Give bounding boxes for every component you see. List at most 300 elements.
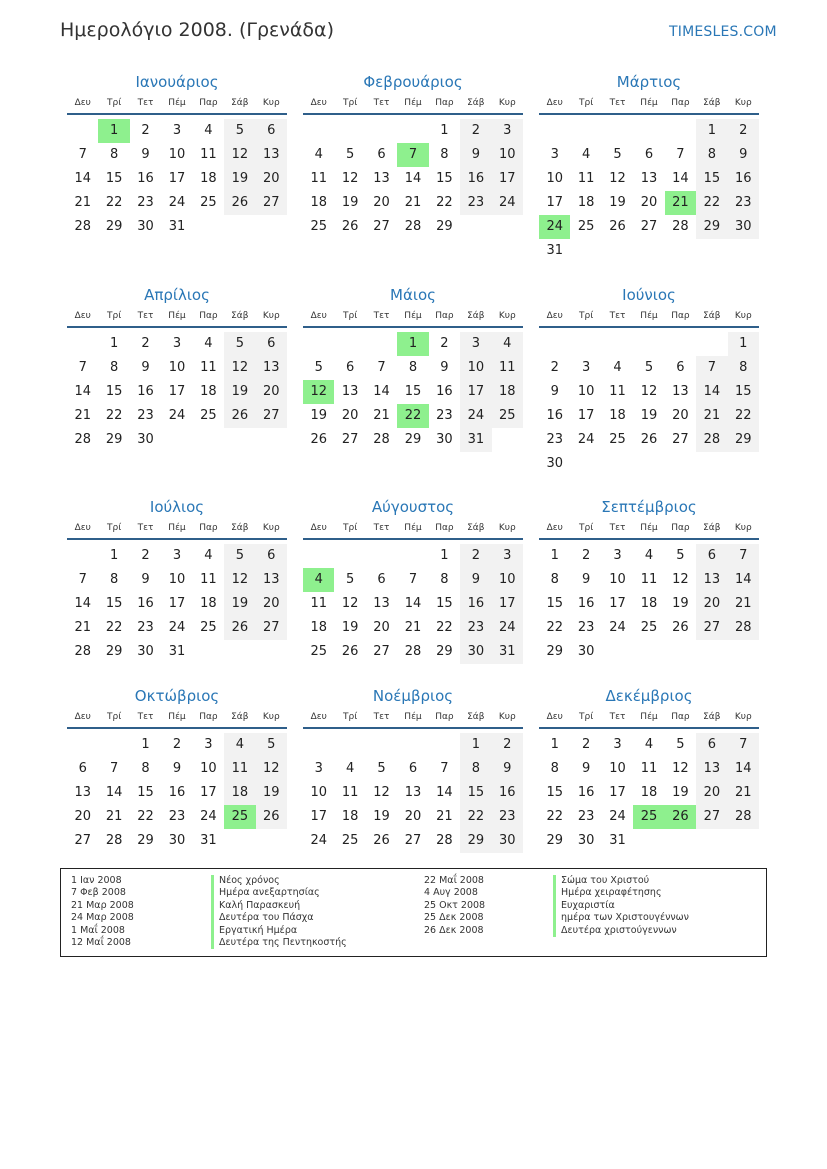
day-cell: 6 <box>377 147 386 162</box>
weekday-label: Δευ <box>74 311 91 321</box>
day-cell: 28 <box>728 805 759 829</box>
day-cell: 18 <box>640 596 658 611</box>
day-cell: 24 <box>200 809 217 824</box>
legend-names-left <box>211 875 347 949</box>
day-cell: 15 <box>546 785 563 800</box>
day-cell: 15 <box>105 171 123 186</box>
site-link[interactable]: TIMESLES.COM <box>669 24 777 40</box>
day-cell: 16 <box>546 408 563 423</box>
day-cell: 6 <box>256 544 287 568</box>
day-cell: 18 <box>640 785 658 800</box>
day-cell: 5 <box>613 147 622 162</box>
holiday-day-cell: 4 <box>303 568 334 592</box>
day-cell: 15 <box>696 167 727 191</box>
holiday-day-cell: 25 <box>224 805 255 829</box>
weekday-label: Δευ <box>546 712 563 722</box>
legend-holiday-name: Νέος χρόνος <box>211 875 347 887</box>
day-cell: 10 <box>546 171 563 186</box>
day-cell: 9 <box>550 384 559 399</box>
month-name: Ιούλιος <box>149 498 205 516</box>
day-cell: 3 <box>492 544 523 568</box>
day-cell: 9 <box>440 360 449 375</box>
weekday-label: Δευ <box>74 98 91 108</box>
weekday-label: Τετ <box>373 523 390 533</box>
day-cell: 10 <box>609 572 626 587</box>
day-cell: 6 <box>78 761 87 776</box>
day-grid <box>539 729 759 874</box>
weekday-label: Τρί <box>343 523 358 533</box>
day-cell: 26 <box>373 833 390 848</box>
month-name: Οκτώβριος <box>134 687 220 705</box>
day-cell: 19 <box>256 781 287 805</box>
day-cell: 5 <box>224 332 255 356</box>
day-cell: 14 <box>728 757 759 781</box>
legend-date: 12 Μαΐ 2008 <box>71 937 131 949</box>
day-cell: 5 <box>314 360 323 375</box>
day-cell: 16 <box>168 785 186 800</box>
weekday-label: Σάβ <box>467 311 485 321</box>
day-cell: 19 <box>310 408 327 423</box>
day-cell: 30 <box>137 432 154 447</box>
day-cell: 6 <box>256 332 287 356</box>
day-cell: 13 <box>672 384 689 399</box>
day-cell: 13 <box>373 596 390 611</box>
day-cell: 30 <box>577 644 595 659</box>
day-cell: 21 <box>404 195 422 210</box>
month-name: Ιούνιος <box>622 286 676 304</box>
day-grid <box>303 115 523 260</box>
weekday-header <box>303 96 523 115</box>
day-cell: 13 <box>696 568 727 592</box>
day-cell: 17 <box>546 195 563 210</box>
day-cell: 30 <box>546 456 563 471</box>
day-cell: 21 <box>74 620 91 635</box>
day-cell: 2 <box>460 119 491 143</box>
day-cell: 25 <box>577 219 595 234</box>
day-cell: 22 <box>696 191 727 215</box>
holiday-day-cell: 12 <box>303 380 334 404</box>
weekday-label: Σάβ <box>703 98 721 108</box>
day-cell: 29 <box>696 215 727 239</box>
weekday-header <box>67 710 287 729</box>
day-cell: 8 <box>460 757 491 781</box>
day-cell: 15 <box>436 171 453 186</box>
day-cell: 19 <box>373 809 390 824</box>
weekday-label: Δευ <box>74 523 91 533</box>
day-cell: 8 <box>728 356 759 380</box>
day-cell: 11 <box>341 785 359 800</box>
day-cell: 30 <box>728 215 759 239</box>
day-cell: 23 <box>577 620 595 635</box>
day-cell: 19 <box>640 408 658 423</box>
day-cell: 8 <box>109 572 119 587</box>
weekday-label: Σάβ <box>231 311 249 321</box>
legend-date: 25 Οκτ 2008 <box>424 899 486 911</box>
holiday-day-cell: 22 <box>397 404 428 428</box>
day-cell: 15 <box>460 781 491 805</box>
day-cell: 13 <box>696 757 727 781</box>
day-cell: 1 <box>440 123 449 138</box>
day-cell: 27 <box>640 219 658 234</box>
day-cell: 2 <box>460 544 491 568</box>
weekday-label: Τετ <box>137 98 154 108</box>
weekday-label: Κυρ <box>734 98 752 108</box>
legend-holiday-name: Ευχαριστία <box>553 900 689 912</box>
day-cell: 4 <box>204 336 213 351</box>
month-block <box>539 686 759 874</box>
day-cell: 29 <box>546 644 563 659</box>
day-cell: 26 <box>256 805 287 829</box>
day-cell: 19 <box>224 167 255 191</box>
day-cell: 12 <box>373 785 390 800</box>
day-cell: 24 <box>609 809 626 824</box>
day-cell: 1 <box>550 737 559 752</box>
day-cell: 5 <box>644 360 654 375</box>
weekday-label: Τρί <box>343 311 358 321</box>
month-name: Μάρτιος <box>616 73 682 91</box>
day-cell: 20 <box>256 592 287 616</box>
month-block <box>539 72 759 260</box>
day-cell: 11 <box>310 596 327 611</box>
day-cell: 2 <box>581 548 591 563</box>
weekday-label: Πέμ <box>168 98 186 108</box>
weekday-label: Παρ <box>199 523 218 533</box>
weekday-label: Τρί <box>107 311 122 321</box>
day-cell: 20 <box>74 809 91 824</box>
day-cell: 9 <box>492 757 523 781</box>
day-cell: 23 <box>546 432 563 447</box>
day-cell: 23 <box>492 805 523 829</box>
day-cell: 24 <box>310 833 327 848</box>
day-cell: 30 <box>492 829 523 853</box>
month-block <box>539 497 759 685</box>
weekday-label: Κυρ <box>262 311 280 321</box>
day-cell: 7 <box>78 147 87 162</box>
weekday-label: Σάβ <box>231 98 249 108</box>
day-cell: 12 <box>341 171 359 186</box>
day-cell: 19 <box>672 785 689 800</box>
weekday-label: Κυρ <box>734 523 752 533</box>
day-cell: 8 <box>109 360 119 375</box>
day-cell: 24 <box>168 620 186 635</box>
day-cell: 20 <box>404 809 422 824</box>
day-grid <box>303 729 523 874</box>
day-cell: 21 <box>728 781 759 805</box>
day-cell: 29 <box>546 833 563 848</box>
day-cell: 3 <box>204 737 213 752</box>
day-cell: 17 <box>310 809 327 824</box>
holiday-day-cell: 1 <box>98 119 129 143</box>
day-cell: 16 <box>728 167 759 191</box>
day-cell: 9 <box>141 147 150 162</box>
weekday-label: Κυρ <box>262 98 280 108</box>
day-cell: 25 <box>609 432 626 447</box>
day-cell: 3 <box>314 761 323 776</box>
day-cell: 10 <box>200 761 217 776</box>
day-cell: 14 <box>404 596 422 611</box>
month-block <box>67 72 287 260</box>
weekday-label: Πέμ <box>404 712 422 722</box>
day-cell: 6 <box>644 147 654 162</box>
day-cell: 16 <box>492 781 523 805</box>
day-cell: 25 <box>492 404 523 428</box>
day-cell: 11 <box>577 171 595 186</box>
day-cell: 8 <box>141 761 150 776</box>
day-cell: 25 <box>200 195 217 210</box>
day-cell: 22 <box>436 195 453 210</box>
weekday-label: Πέμ <box>640 712 658 722</box>
day-cell: 26 <box>609 219 626 234</box>
day-cell: 8 <box>440 147 449 162</box>
day-cell: 8 <box>696 143 727 167</box>
day-cell: 14 <box>728 568 759 592</box>
weekday-label: Σάβ <box>703 523 721 533</box>
day-cell: 26 <box>224 191 255 215</box>
day-cell: 24 <box>492 191 523 215</box>
day-cell: 29 <box>728 428 759 452</box>
weekday-label: Παρ <box>435 523 454 533</box>
day-cell: 14 <box>404 171 422 186</box>
weekday-label: Δευ <box>310 311 327 321</box>
day-cell: 16 <box>577 596 595 611</box>
legend-names-right <box>553 875 689 937</box>
day-cell: 7 <box>109 761 119 776</box>
weekday-label: Παρ <box>199 712 218 722</box>
day-cell: 28 <box>404 644 422 659</box>
weekday-label: Παρ <box>435 311 454 321</box>
day-cell: 28 <box>74 219 91 234</box>
day-cell: 14 <box>373 384 390 399</box>
day-cell: 4 <box>314 147 323 162</box>
day-grid <box>67 729 287 874</box>
month-name: Δεκέμβριος <box>605 687 693 705</box>
day-cell: 4 <box>345 761 355 776</box>
day-cell: 26 <box>224 404 255 428</box>
day-cell: 6 <box>696 544 727 568</box>
day-cell: 23 <box>460 191 491 215</box>
day-cell: 18 <box>310 195 327 210</box>
weekday-label: Σάβ <box>467 98 485 108</box>
weekday-label: Τετ <box>609 712 626 722</box>
day-cell: 22 <box>546 809 563 824</box>
day-cell: 30 <box>168 833 186 848</box>
day-cell: 5 <box>676 548 685 563</box>
day-cell: 24 <box>609 620 626 635</box>
day-cell: 7 <box>728 544 759 568</box>
day-cell: 21 <box>373 408 390 423</box>
day-cell: 7 <box>440 761 449 776</box>
day-cell: 2 <box>440 336 449 351</box>
month-block <box>303 72 523 260</box>
day-cell: 17 <box>577 408 595 423</box>
day-cell: 6 <box>676 360 685 375</box>
legend-date: 4 Αυγ 2008 <box>424 887 478 899</box>
day-cell: 4 <box>204 123 213 138</box>
day-cell: 14 <box>436 785 453 800</box>
day-cell: 11 <box>640 572 658 587</box>
day-grid <box>303 328 523 473</box>
day-cell: 22 <box>105 620 123 635</box>
day-grid <box>303 540 523 685</box>
day-cell: 7 <box>728 733 759 757</box>
day-cell: 18 <box>310 620 327 635</box>
holiday-day-cell: 21 <box>665 191 696 215</box>
day-cell: 14 <box>105 785 123 800</box>
day-cell: 5 <box>256 733 287 757</box>
weekday-label: Τετ <box>373 712 390 722</box>
day-cell: 10 <box>492 568 523 592</box>
day-cell: 27 <box>373 644 390 659</box>
day-cell: 30 <box>460 640 491 664</box>
day-cell: 1 <box>141 737 150 752</box>
holiday-day-cell: 24 <box>539 215 570 239</box>
day-cell: 1 <box>460 733 491 757</box>
day-cell: 8 <box>109 147 119 162</box>
day-cell: 4 <box>204 548 213 563</box>
day-cell: 5 <box>224 544 255 568</box>
day-cell: 7 <box>78 360 87 375</box>
day-cell: 12 <box>640 384 658 399</box>
day-cell: 27 <box>256 616 287 640</box>
day-cell: 5 <box>345 147 355 162</box>
day-cell: 12 <box>224 356 255 380</box>
day-grid <box>67 540 287 685</box>
day-cell: 29 <box>105 644 123 659</box>
day-cell: 12 <box>609 171 626 186</box>
weekday-label: Κυρ <box>734 712 752 722</box>
day-cell: 11 <box>200 360 217 375</box>
day-cell: 17 <box>168 384 186 399</box>
day-cell: 11 <box>200 147 217 162</box>
day-grid <box>67 115 287 260</box>
day-grid <box>539 328 759 473</box>
day-cell: 21 <box>728 592 759 616</box>
day-cell: 3 <box>550 147 559 162</box>
day-cell: 15 <box>137 785 154 800</box>
weekday-label: Τετ <box>373 311 390 321</box>
day-cell: 3 <box>172 548 182 563</box>
weekday-label: Δευ <box>546 311 563 321</box>
day-cell: 20 <box>696 781 727 805</box>
legend-dates-right <box>424 875 485 937</box>
weekday-label: Δευ <box>310 98 327 108</box>
weekday-label: Κυρ <box>498 712 516 722</box>
day-cell: 15 <box>105 596 123 611</box>
day-cell: 26 <box>341 219 359 234</box>
legend-dates-left <box>71 875 134 949</box>
day-cell: 31 <box>460 428 491 452</box>
day-cell: 11 <box>640 761 658 776</box>
day-cell: 20 <box>696 592 727 616</box>
day-cell: 12 <box>224 568 255 592</box>
day-cell: 28 <box>696 428 727 452</box>
legend-holiday-name: Ημέρα ανεξαρτησίας <box>211 887 347 899</box>
day-cell: 9 <box>460 143 491 167</box>
day-cell: 30 <box>577 833 595 848</box>
day-cell: 24 <box>168 195 186 210</box>
day-cell: 2 <box>581 737 591 752</box>
day-cell: 4 <box>224 733 255 757</box>
day-cell: 23 <box>137 620 154 635</box>
day-cell: 12 <box>256 757 287 781</box>
day-cell: 18 <box>200 384 217 399</box>
day-cell: 11 <box>310 171 327 186</box>
day-cell: 24 <box>460 404 491 428</box>
day-cell: 10 <box>168 360 186 375</box>
day-cell: 20 <box>341 408 359 423</box>
month-block <box>303 497 523 685</box>
day-cell: 17 <box>200 785 217 800</box>
day-cell: 15 <box>546 596 563 611</box>
day-cell: 8 <box>550 572 559 587</box>
legend-holiday-name: Δευτέρα χριστούγεννων <box>553 925 689 937</box>
weekday-label: Κυρ <box>734 311 752 321</box>
day-cell: 20 <box>256 380 287 404</box>
day-cell: 29 <box>105 432 123 447</box>
weekday-label: Τρί <box>579 712 594 722</box>
day-cell: 23 <box>168 809 186 824</box>
weekday-label: Κυρ <box>498 311 516 321</box>
day-cell: 14 <box>696 380 727 404</box>
weekday-label: Κυρ <box>498 98 516 108</box>
day-cell: 27 <box>672 432 689 447</box>
day-cell: 3 <box>172 336 182 351</box>
weekday-label: Παρ <box>199 311 218 321</box>
day-cell: 12 <box>672 572 689 587</box>
weekday-label: Τρί <box>579 311 594 321</box>
legend-date: 1 Ιαν 2008 <box>71 875 122 886</box>
weekday-header <box>539 521 759 540</box>
day-cell: 26 <box>672 620 689 635</box>
day-cell: 4 <box>613 360 622 375</box>
day-cell: 10 <box>168 572 186 587</box>
weekday-label: Τρί <box>107 523 122 533</box>
day-cell: 20 <box>256 167 287 191</box>
day-cell: 15 <box>728 380 759 404</box>
day-cell: 8 <box>440 572 449 587</box>
day-cell: 15 <box>436 596 453 611</box>
weekday-label: Τρί <box>343 712 358 722</box>
day-cell: 9 <box>581 572 591 587</box>
weekday-label: Κυρ <box>262 712 280 722</box>
day-cell: 19 <box>224 592 255 616</box>
weekday-label: Τετ <box>137 712 154 722</box>
weekday-label: Πέμ <box>168 712 186 722</box>
day-cell: 3 <box>581 360 591 375</box>
day-cell: 20 <box>373 620 390 635</box>
day-cell: 24 <box>168 408 186 423</box>
day-cell: 29 <box>137 833 154 848</box>
day-cell: 27 <box>696 616 727 640</box>
day-cell: 21 <box>74 195 91 210</box>
day-cell: 25 <box>200 620 217 635</box>
holiday-day-cell: 7 <box>397 143 428 167</box>
month-name: Απρίλιος <box>144 286 210 304</box>
day-cell: 25 <box>341 833 359 848</box>
day-cell: 16 <box>137 596 154 611</box>
day-cell: 1 <box>728 332 759 356</box>
weekday-label: Τρί <box>343 98 358 108</box>
day-cell: 14 <box>74 384 91 399</box>
day-cell: 10 <box>492 143 523 167</box>
day-cell: 28 <box>672 219 689 234</box>
weekday-label: Πέμ <box>168 311 186 321</box>
day-cell: 16 <box>137 384 154 399</box>
legend-holiday-name: Εργατική Ημέρα <box>211 925 347 937</box>
day-cell: 21 <box>404 620 422 635</box>
weekday-label: Δευ <box>310 712 327 722</box>
weekday-label: Τετ <box>137 311 154 321</box>
